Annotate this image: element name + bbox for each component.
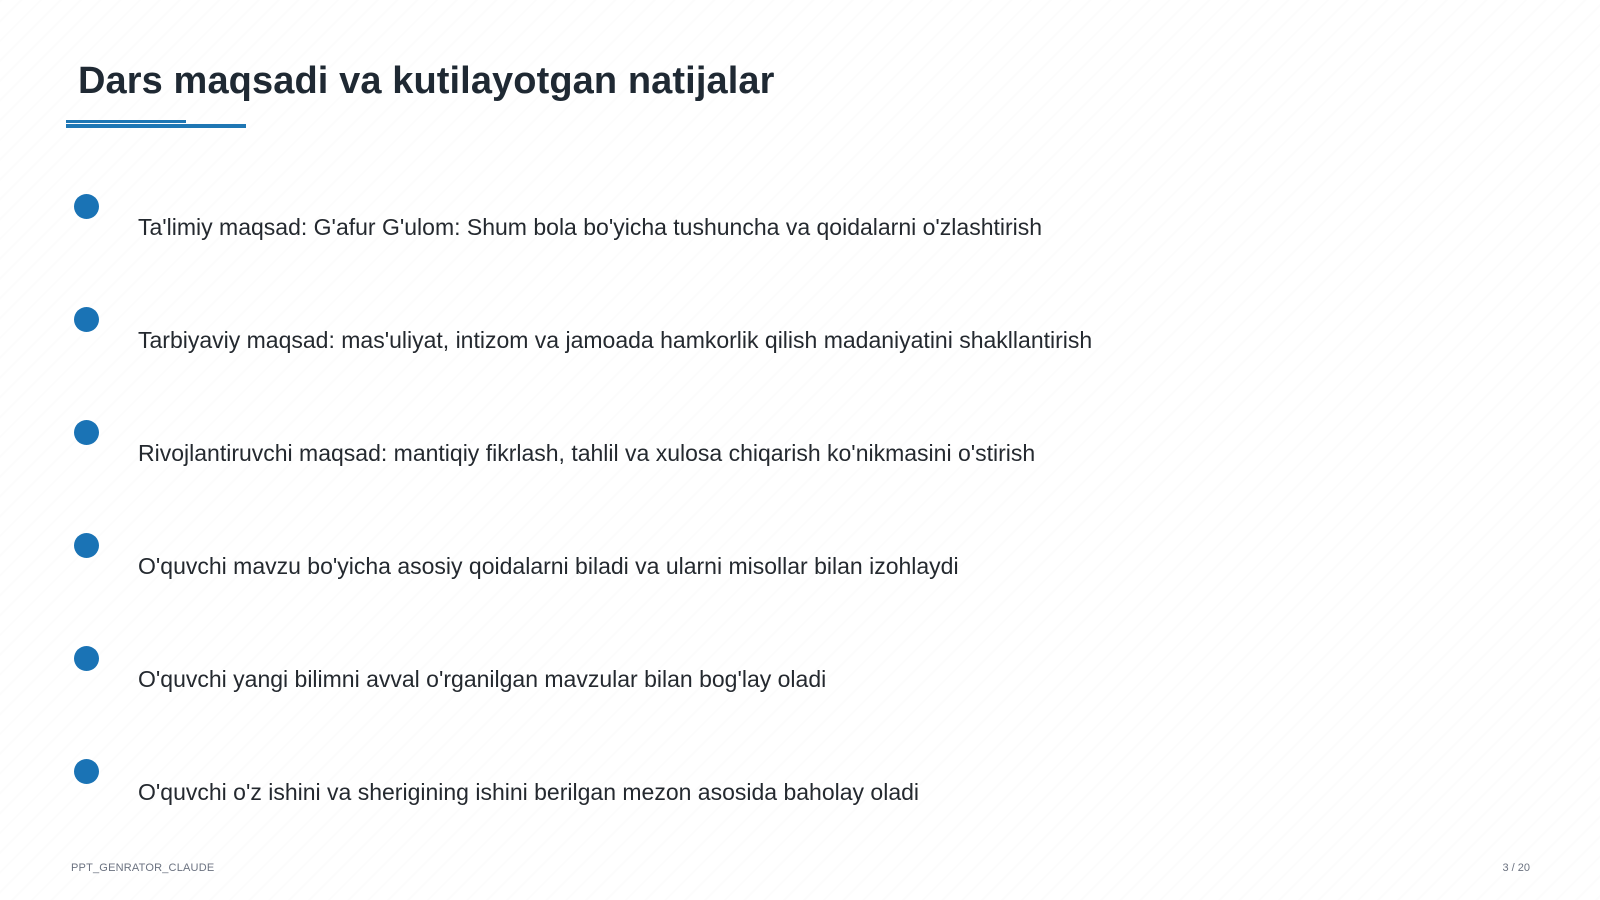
bullet-text: Rivojlantiruvchi maqsad: mantiqiy fikrlash, tahlil va xulosa chiqarish ko'nikmasini o'stirish <box>138 440 1036 466</box>
bullet-text: O'quvchi mavzu bo'yicha asosiy qoidalarni biladi va ularni misollar bilan izohlaydi <box>138 553 959 579</box>
bullet-text: Ta'limiy maqsad: G'afur G'ulom: Shum bola bo'yicha tushuncha va qoidalarni o'zlashtirish <box>138 214 1043 240</box>
bullet-dot-icon <box>74 759 99 784</box>
bullet-text: O'quvchi yangi bilimni avval o'rganilgan mavzular bilan bog'lay oladi <box>138 666 827 692</box>
bullet-text: Tarbiyaviy maqsad: mas'uliyat, intizom va jamoada hamkorlik qilish madaniyatini shakllantirish <box>138 327 1093 353</box>
bullet-item <box>0 533 1600 603</box>
bullet-dot-icon <box>74 646 99 671</box>
bullet-item <box>0 646 1600 716</box>
bullet-item <box>0 420 1600 490</box>
slide-title: Dars maqsadi va kutilayotgan natijalar <box>78 60 775 102</box>
bullet-text: O'quvchi o'z ishini va sherigining ishini berilgan mezon asosida baholay oladi <box>138 779 920 805</box>
bullet-dot-icon <box>74 533 99 558</box>
bullet-dot-icon <box>74 420 99 445</box>
bullet-item <box>0 194 1600 264</box>
bullet-dot-icon <box>74 307 99 332</box>
page-indicator: 3 / 20 <box>1502 862 1530 874</box>
bullet-item <box>0 759 1600 829</box>
bullet-dot-icon <box>74 194 99 219</box>
footer-label: PPT_GENRATOR_CLAUDE <box>71 862 215 874</box>
bullet-item <box>0 307 1600 377</box>
